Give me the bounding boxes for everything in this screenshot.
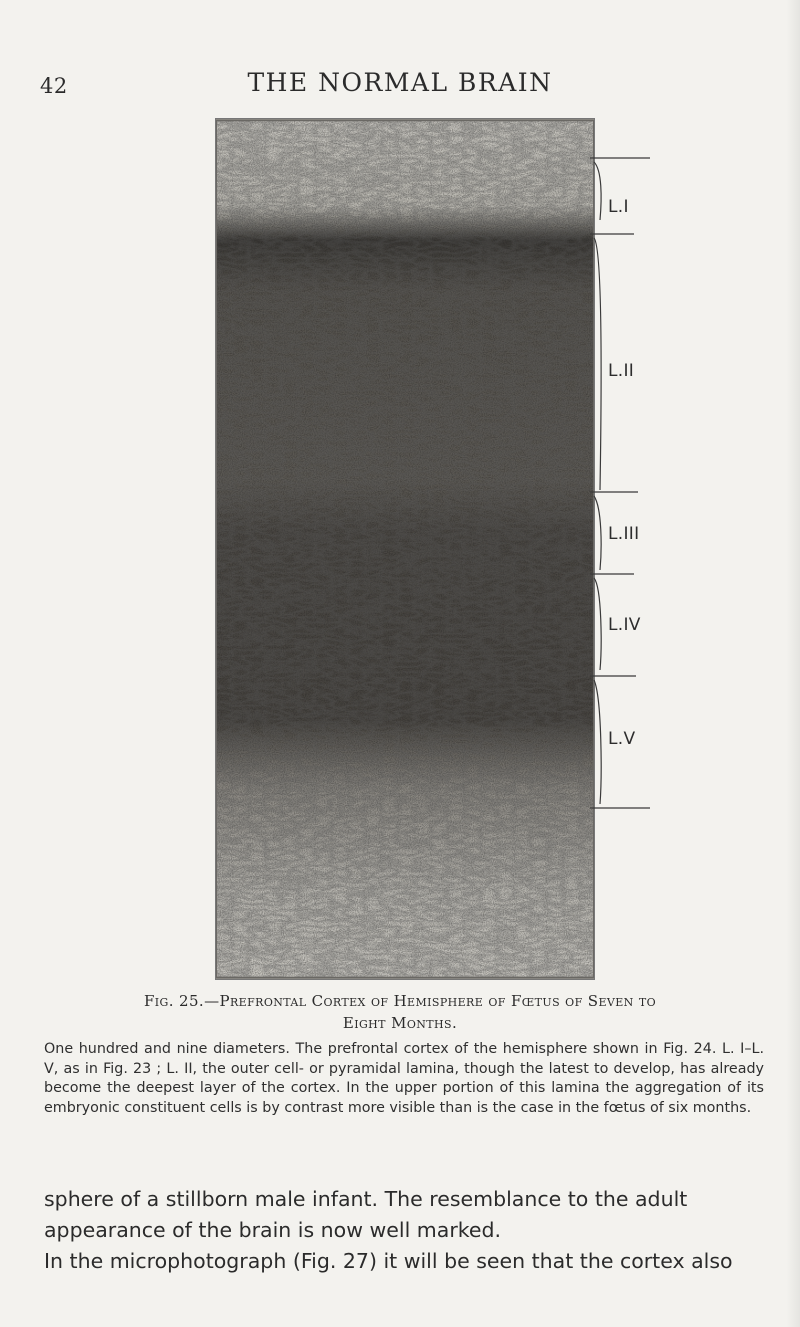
figure-micrograph [215, 118, 595, 980]
figure-caption-title [40, 990, 760, 1034]
page-number: 42 [40, 74, 68, 98]
caption-body-text: One hundred and nine diameters. The prefrontal cortex of the hemisphere shown in Fig. 24. L. I–L. V, as in Fig. 23 ; L. II, the outer cell- or pyramidal lamina, though the latest to develop, has already become the deepest layer of the cortex. In the upper portion of this lamina the aggregation of its embryonic constituent cells is by contrast more visible than is the case in the fœtus of six months. [44, 1041, 764, 1116]
figure-caption-body [44, 1040, 764, 1118]
body-paragraph-1: sphere of a stillborn male infant. The resemblance to the adult appearance of the brain is now well marked. [44, 1187, 688, 1242]
caption-fig-label: Fig. 25. [143, 992, 205, 1010]
page-edge-shadow [786, 0, 800, 1327]
bracket-lines [590, 118, 670, 878]
layer-label-4: L.IV [608, 615, 641, 635]
body-paragraph-2: In the microphotograph (Fig. 27) it will be seen that the cortex also [44, 1249, 733, 1273]
running-head: THE NORMAL BRAIN [247, 68, 553, 97]
caption-title-line1: —Prefrontal Cortex of Hemisphere of Fœtus of Seven to [204, 992, 657, 1010]
layer-label-5: L.V [608, 729, 636, 749]
layer-brackets [590, 118, 670, 878]
cortex-micrograph [215, 118, 595, 980]
caption-title-line2: Eight Months. [342, 1014, 458, 1032]
layer-label-3: L.III [608, 524, 640, 544]
body-text [44, 1184, 766, 1277]
layer-label-2: L.II [608, 361, 635, 381]
layer-label-1: L.I [608, 197, 629, 217]
